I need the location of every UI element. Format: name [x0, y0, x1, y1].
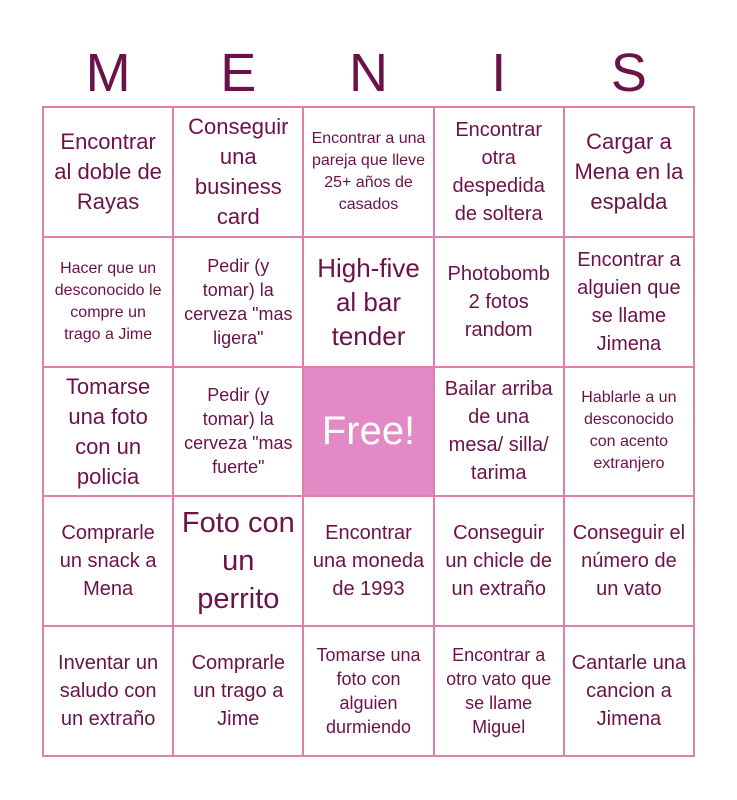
bingo-board [42, 106, 695, 757]
bingo-cell[interactable]: Inventar un saludo con un extraño [44, 627, 172, 755]
bingo-cell[interactable]: Photobomb 2 fotos random [435, 238, 563, 366]
bingo-cell[interactable]: Hablarle a un desconocido con acento extranjero [565, 368, 693, 496]
bingo-cell[interactable]: Encontrar a alguien que se llame Jimena [565, 238, 693, 366]
bingo-cell[interactable]: Conseguir un chicle de un extraño [435, 497, 563, 625]
header-letter-s: S [610, 43, 647, 103]
bingo-cell[interactable]: Encontrar a una pareja que lleve 25+ años de casados [304, 108, 432, 236]
bingo-cell[interactable]: Comprarle un snack a Mena [44, 497, 172, 625]
bingo-cell[interactable]: Pedir (y tomar) la cerveza "mas ligera" [174, 238, 302, 366]
header-letter-n: N [349, 43, 388, 103]
bingo-cell[interactable]: Comprarle un trago a Jime [174, 627, 302, 755]
header-letter-e: E [220, 43, 257, 103]
bingo-cell[interactable]: Cargar a Mena en la espalda [565, 108, 693, 236]
free-space-cell[interactable]: Free! [304, 368, 432, 496]
bingo-cell[interactable]: High-five al bar tender [304, 238, 432, 366]
bingo-cell[interactable]: Encontrar otra despedida de soltera [435, 108, 563, 236]
bingo-cell[interactable]: Tomarse una foto con alguien durmiendo [304, 627, 432, 755]
bingo-cell[interactable]: Cantarle una cancion a Jimena [565, 627, 693, 755]
bingo-cell[interactable]: Encontrar a otro vato que se llame Miguel [435, 627, 563, 755]
bingo-cell[interactable]: Tomarse una foto con un policia [44, 368, 172, 496]
bingo-cell[interactable]: Encontrar una moneda de 1993 [304, 497, 432, 625]
bingo-header [43, 40, 694, 106]
bingo-cell[interactable]: Bailar arriba de una mesa/ silla/ tarima [435, 368, 563, 496]
bingo-cell[interactable]: Hacer que un desconocido le compre un trago a Jime [44, 238, 172, 366]
bingo-cell[interactable]: Foto con un perrito [174, 497, 302, 625]
bingo-cell[interactable]: Pedir (y tomar) la cerveza "mas fuerte" [174, 368, 302, 496]
bingo-cell[interactable]: Conseguir una business card [174, 108, 302, 236]
header-letter-i: I [491, 43, 507, 103]
bingo-cell[interactable]: Encontrar al doble de Rayas [44, 108, 172, 236]
header-letter-m: M [85, 43, 131, 103]
bingo-cell[interactable]: Conseguir el número de un vato [565, 497, 693, 625]
